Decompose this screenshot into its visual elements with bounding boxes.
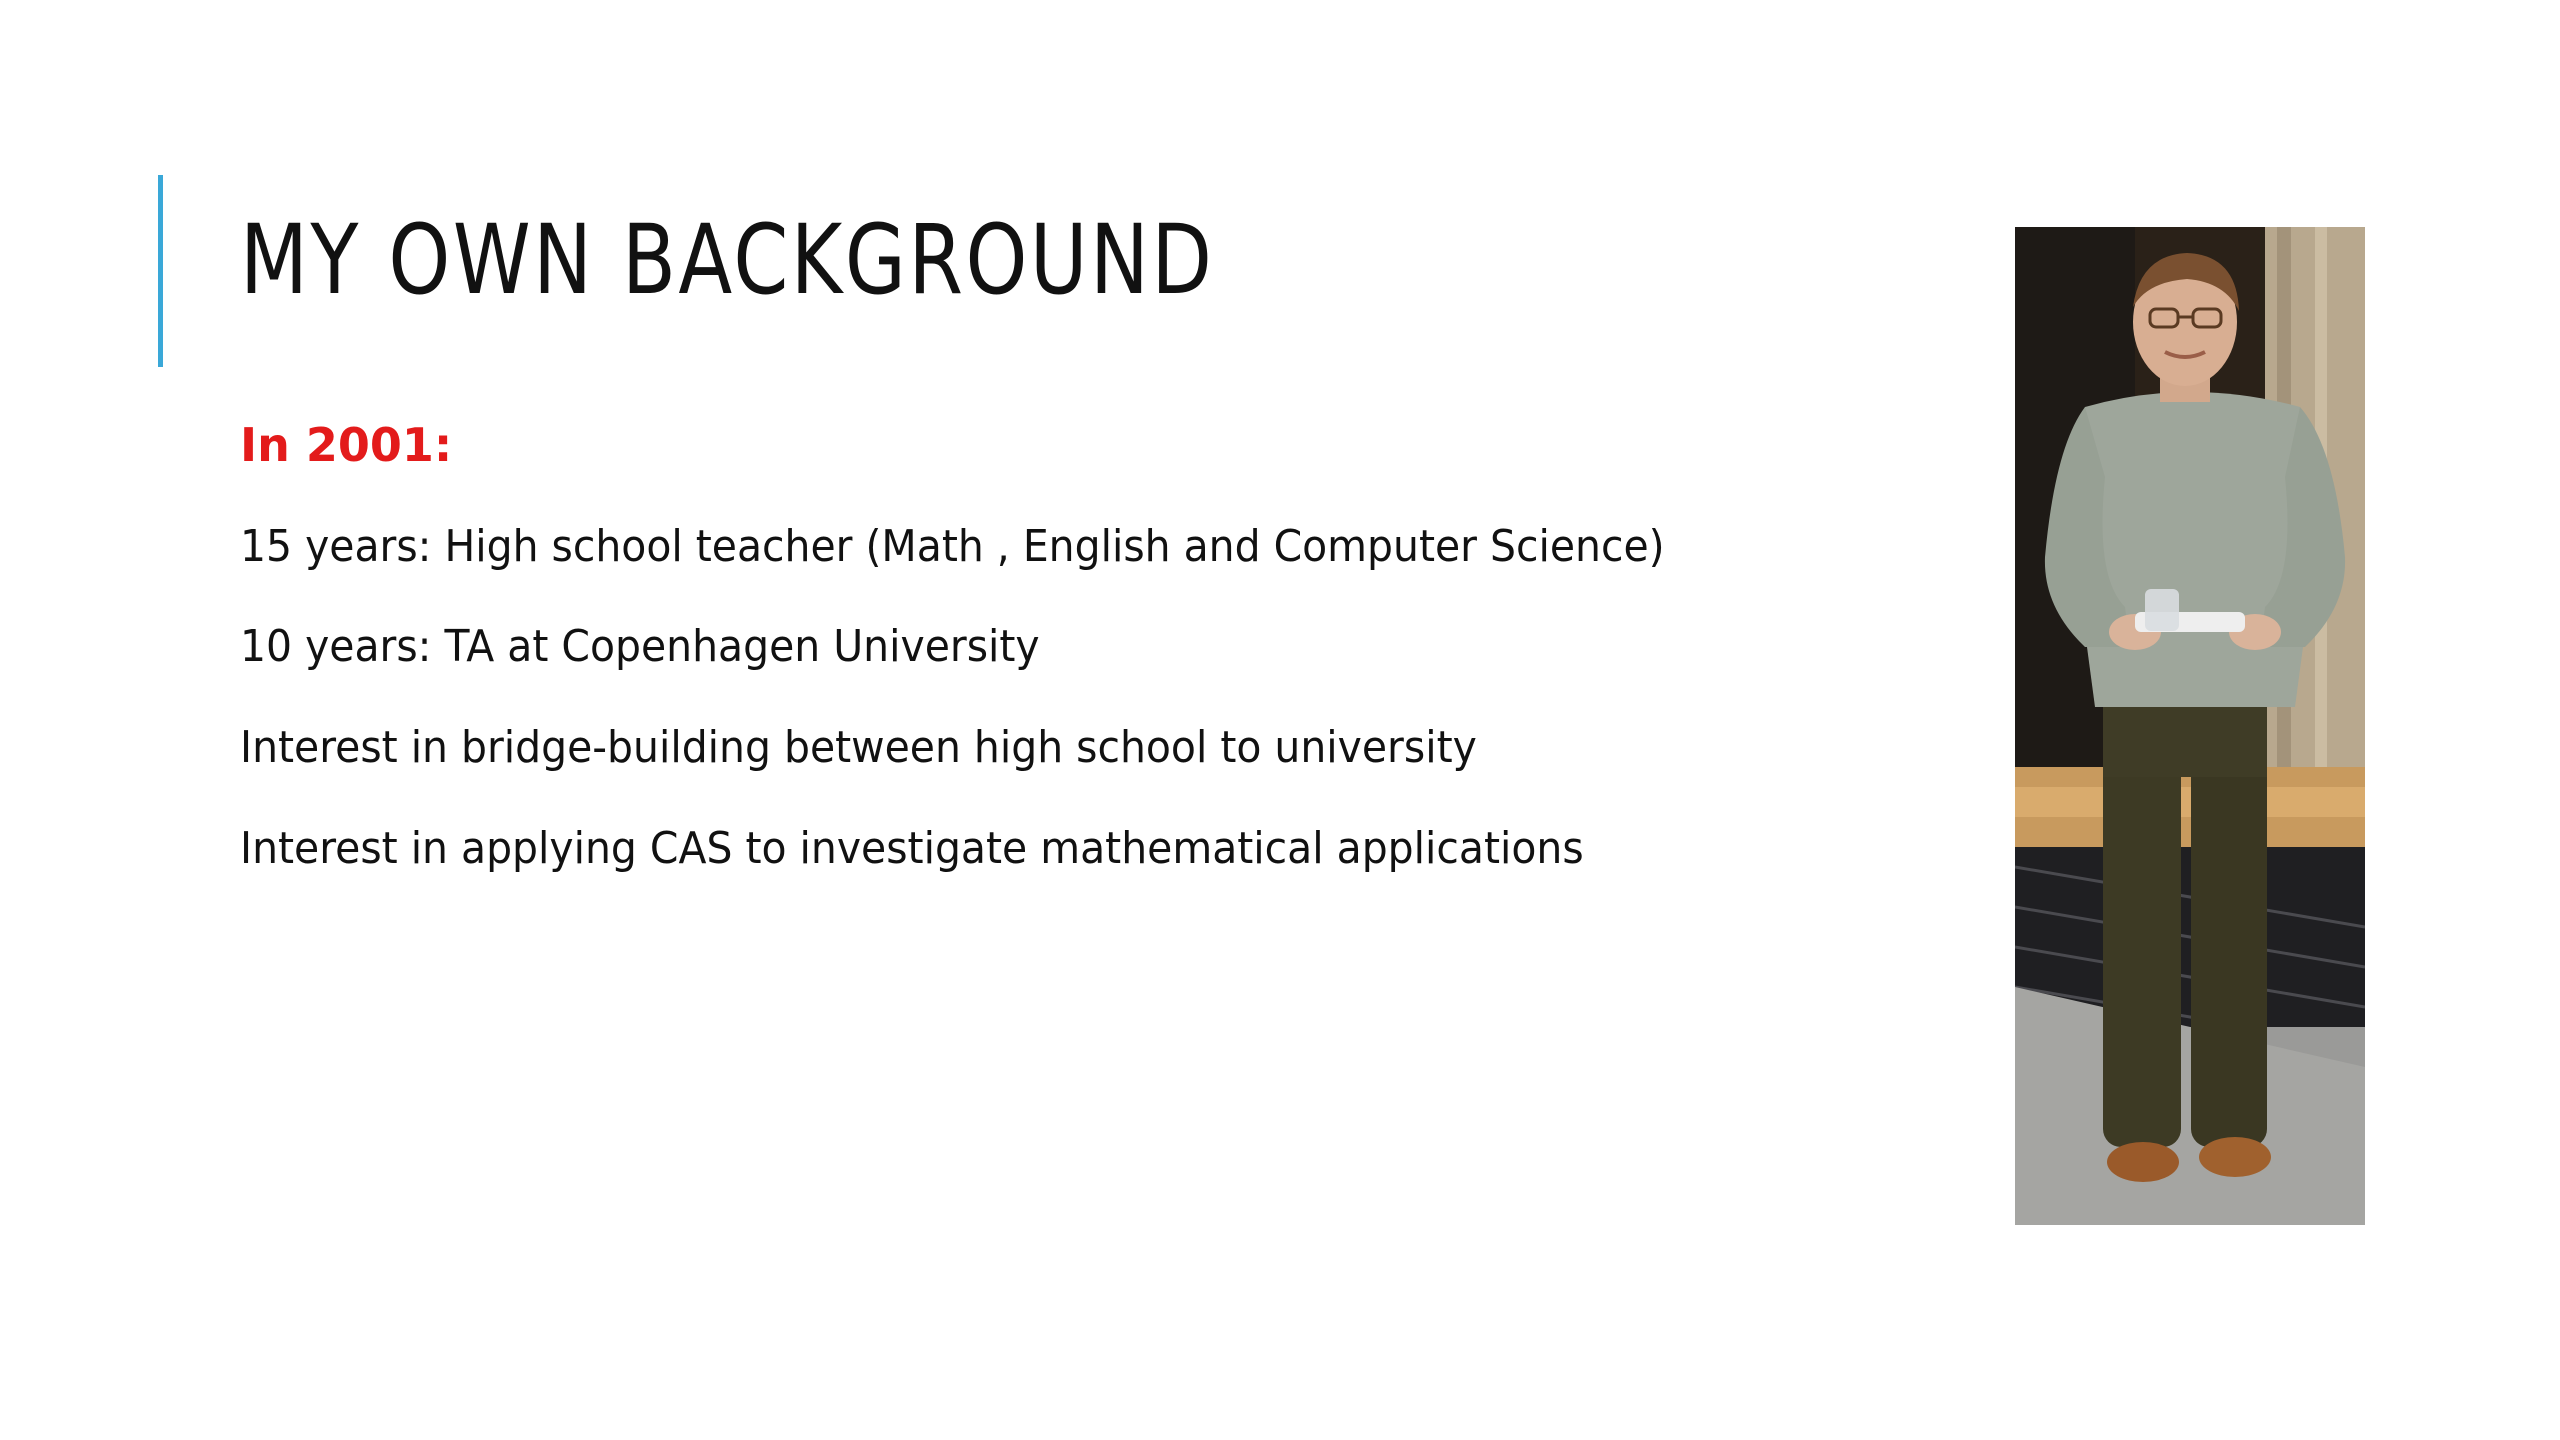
- bullet-item: Interest in bridge-building between high school to university: [240, 722, 1477, 774]
- slide-content: [240, 420, 1940, 924]
- bullet-item: 15 years: High school teacher (Math , English and Computer Science): [240, 520, 1665, 572]
- portrait-photo: [2015, 227, 2365, 1225]
- slide-title: MY OWN BACKGROUND: [240, 204, 1215, 316]
- title-accent-bar: [158, 175, 163, 367]
- bullet-item: Interest in applying CAS to investigate mathematical applications: [240, 822, 1584, 874]
- portrait-illustration: [2015, 227, 2365, 1225]
- bullet-item: 10 years: TA at Copenhagen University: [240, 621, 1040, 673]
- year-subheading: In 2001:: [240, 418, 453, 472]
